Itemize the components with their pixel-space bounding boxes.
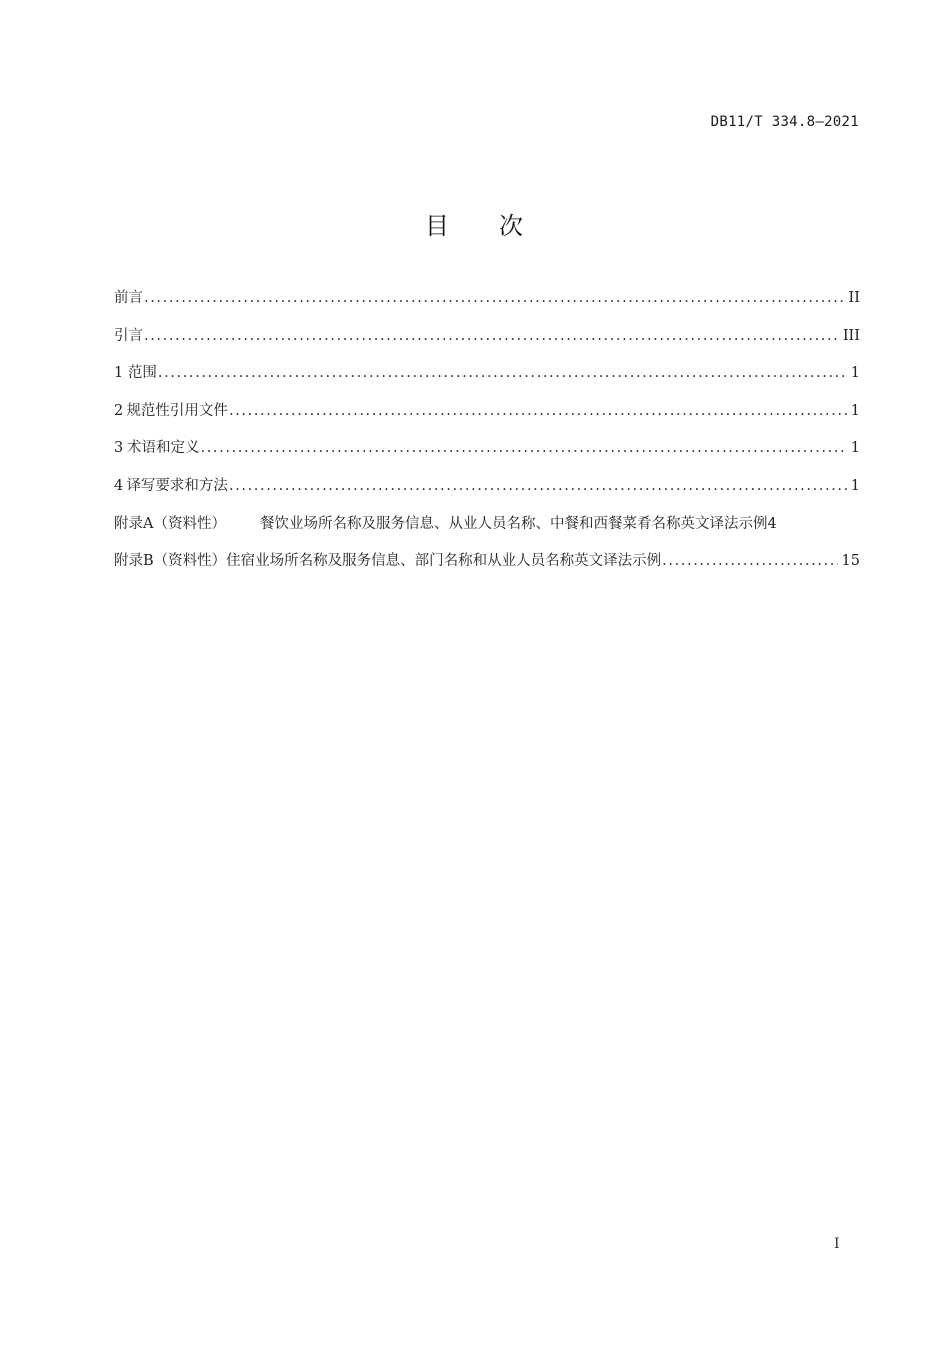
toc-leader-dots [662,553,837,569]
toc-entry-number: 2 [114,402,124,419]
toc-leader-dots [158,365,847,381]
toc-entry-text: 前言 [114,290,143,306]
toc-entry-text: 餐饮业场所名称及服务信息、从业人员名称、中餐和西餐菜肴名称英文译法示例 [260,515,768,532]
toc-entry-text: 译写要求和方法 [126,477,228,494]
toc-page-number: III [842,327,860,344]
table-of-contents [114,286,860,587]
toc-entry-translation-requirements[interactable] [114,474,860,512]
toc-page-number: 15 [841,553,860,570]
page-title-char-2: 次 [499,212,525,240]
toc-leader-dots [229,403,847,419]
toc-entry-number: 1 [114,365,124,382]
toc-page-number: 4 [767,515,777,532]
toc-entry-number: 3 [114,440,124,457]
toc-entry-normative-references[interactable] [114,399,860,437]
toc-leader-dots [201,440,847,456]
toc-appendix-label: 附录A（资料性） [114,515,226,532]
standard-code: DB11/T 334.8—2021 [710,114,859,130]
toc-entry-text: 住宿业场所名称及服务信息、部门名称和从业人员名称英文译法示例 [226,553,662,570]
toc-leader-dots [144,290,845,306]
toc-page-number: 1 [850,402,860,419]
page-title-char-1: 目 [425,212,451,240]
toc-page-number: 1 [850,440,860,457]
toc-entry-foreword[interactable] [114,286,860,324]
toc-entry-text: 规范性引用文件 [126,402,228,419]
toc-entry-text: 引言 [114,327,143,344]
page-number: I [834,1236,840,1252]
toc-entry-appendix-b[interactable] [114,549,860,587]
toc-entry-introduction[interactable] [114,324,860,362]
toc-entry-appendix-a[interactable] [114,512,860,550]
toc-appendix-label: 附录B（资料性） [114,553,227,570]
toc-leader-dots [144,328,839,344]
toc-page-number: 1 [850,365,860,382]
toc-entry-terms-definitions[interactable] [114,436,860,474]
toc-entry-text: 术语和定义 [127,440,200,457]
toc-page-number: 1 [850,477,860,494]
toc-page-number: II [848,290,860,306]
toc-leader-dots [229,478,847,494]
toc-entry-scope[interactable] [114,361,860,399]
toc-entry-number: 4 [114,477,124,494]
page-title [0,206,950,241]
toc-entry-text: 范围 [127,365,157,382]
